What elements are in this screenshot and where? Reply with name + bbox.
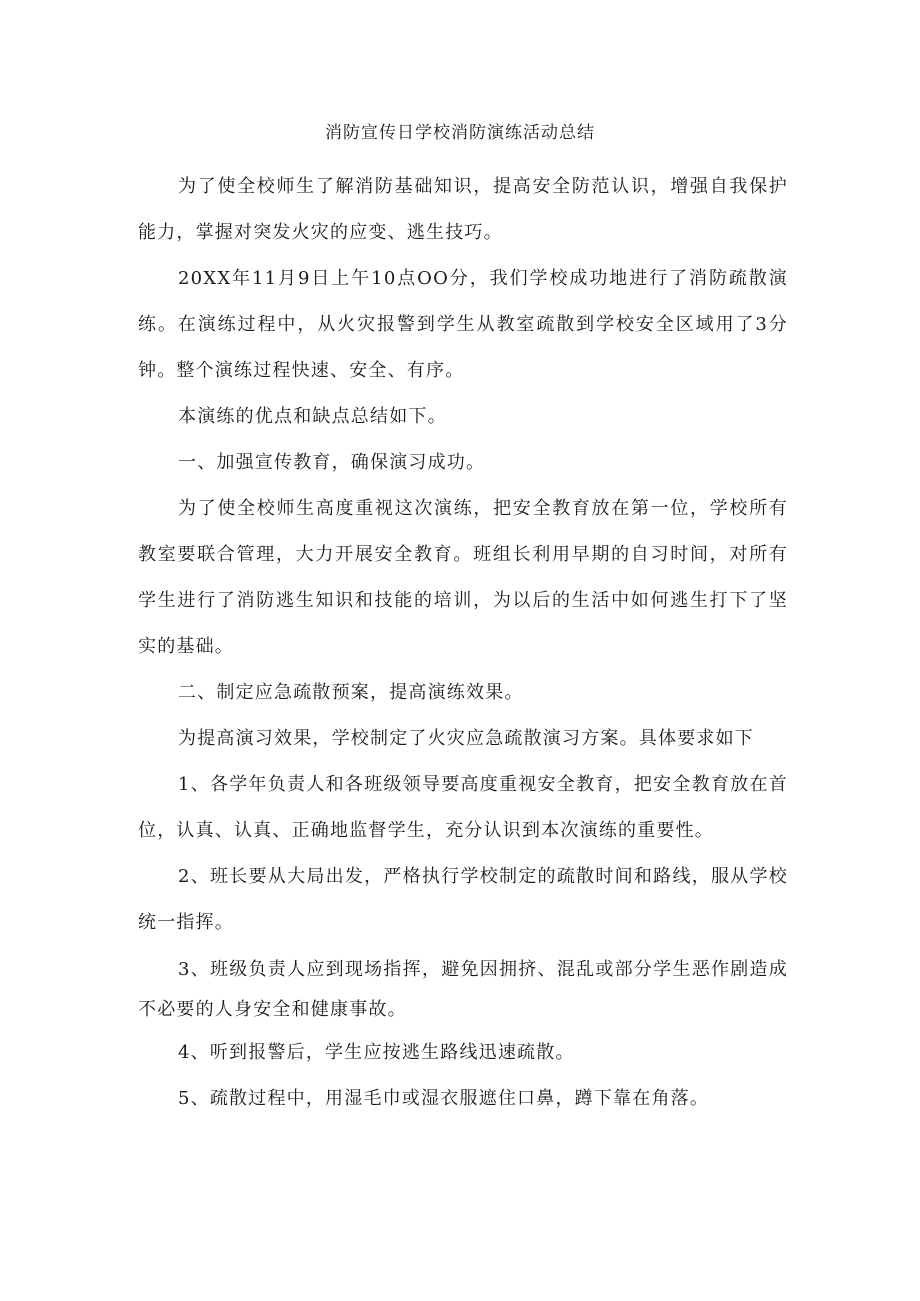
paragraph-education: 为了使全校师生高度重视这次演练，把安全教育放在第一位，学校所有教室要联合管理，大力开展安全教育。班组长利用早期的自习时间，对所有学生进行了消防逃生知识和技能的培训，为以后的生活中如何逃生打下了坚实的基础。	[138, 498, 788, 657]
list-item-2: 2、班长要从大局出发，严格执行学校制定的疏散时间和路线，服从学校统一指挥。	[138, 866, 788, 933]
section-heading-2: 二、制定应急疏散预案，提高演练效果。	[178, 682, 524, 703]
list-item-3: 3、班级负责人应到现场指挥，避免因拥挤、混乱或部分学生恶作剧造成不必要的人身安全和健康事故。	[138, 959, 788, 1020]
paragraph-plan: 为提高演习效果，学校制定了火灾应急疏散演习方案。具体要求如下	[178, 728, 754, 749]
document-title: 消防宣传日学校消防演练活动总结	[325, 123, 595, 143]
document-body	[138, 164, 788, 1122]
list-item-1: 1、各学年负责人和各班级领导要高度重视安全教育，把安全教育放在首位，认真、认真、正确地监督学生，充分认识到本次演练的重要性。	[138, 774, 788, 841]
paragraph-intro: 为了使全校师生了解消防基础知识，提高安全防范认识，增强自我保护能力，掌握对突发火灾的应变、逃生技巧。	[138, 176, 788, 243]
list-item-5: 5、疏散过程中，用湿毛巾或湿衣服遮住口鼻，蹲下靠在角落。	[178, 1088, 710, 1109]
section-heading-1: 一、加强宣传教育，确保演习成功。	[178, 452, 486, 473]
list-item-4: 4、听到报警后，学生应按逃生路线迅速疏散。	[178, 1042, 575, 1063]
paragraph-drill-summary: 20XX年11月9日上午10点OO分，我们学校成功地进行了消防疏散演练。在演练过程中，从火灾报警到学生从教室疏散到学校安全区域用了3分钟。整个演练过程快速、安全、有序。	[138, 268, 788, 381]
paragraph-summary-lead: 本演练的优点和缺点总结如下。	[178, 406, 447, 427]
